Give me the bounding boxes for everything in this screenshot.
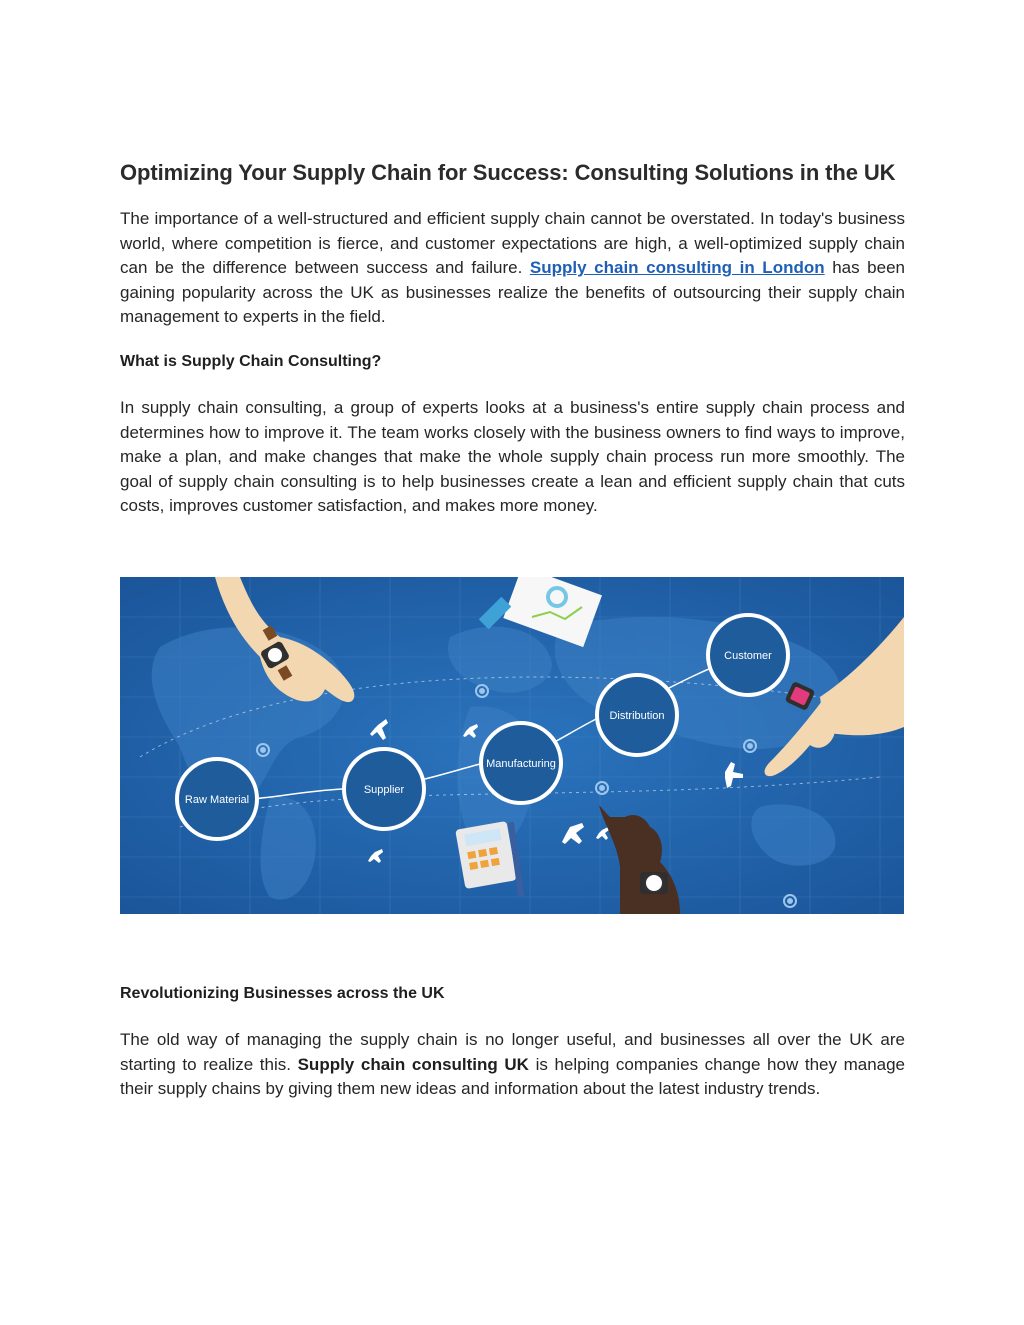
intro-text-before: The importance of a well-structured and efficient supply chain cannot be overstated. In today's business world, where competition is fierce, and customer expectations are high, a well-optimized supply chain can be the difference between success and failure. [120, 209, 905, 278]
section1-paragraph: In supply chain consulting, a group of experts looks at a business's entire supply chain process and determines how to improve it. The team works closely with the business owners to find ways to improve, make a plan, and make changes that make the whole supply chain process run more smoothly. The goal of supply chain consulting is to help businesses create a lean and efficient supply chain that cuts costs, improves customer satisfaction, and makes more money. [120, 398, 905, 516]
node-label-customer: Customer [724, 650, 772, 662]
node-distribution [597, 675, 677, 755]
intro-paragraph [120, 207, 905, 330]
intro-text-after: has been gaining popularity across the UK as businesses realize the benefits of outsourcing their supply chain management to experts in the field. [120, 258, 905, 327]
node-supplier [344, 749, 424, 829]
supply-chain-consulting-london-link[interactable]: Supply chain consulting in London [529, 258, 825, 278]
node-label-manufacturing: Manufacturing [486, 758, 556, 770]
supply-chain-illustration [120, 577, 904, 914]
section-heading-revolutionizing: Revolutionizing Businesses across the UK [120, 985, 445, 1002]
section-heading-what-is: What is Supply Chain Consulting? [120, 353, 382, 370]
node-raw-material [177, 759, 257, 839]
node-manufacturing [481, 723, 561, 803]
node-label-distribution: Distribution [609, 710, 665, 722]
node-label-supplier: Supplier [363, 784, 405, 796]
node-label-raw-material: Raw Material [184, 794, 250, 806]
node-customer [708, 615, 788, 695]
calculator-icon [455, 821, 517, 889]
section2-text-after: is helping companies change how they manage their supply chains by giving them new ideas and information about the latest industry trends. [120, 1054, 906, 1099]
supply-chain-consulting-uk-bold: Supply chain consulting UK [297, 1054, 529, 1074]
page-title: Optimizing Your Supply Chain for Success: Consulting Solutions in the UK [120, 160, 896, 185]
section2-text-before: The old way of managing the supply chain is no longer useful, and businesses all over the UK are starting to realize this. [120, 1030, 905, 1074]
section2-paragraph [120, 1028, 905, 1102]
